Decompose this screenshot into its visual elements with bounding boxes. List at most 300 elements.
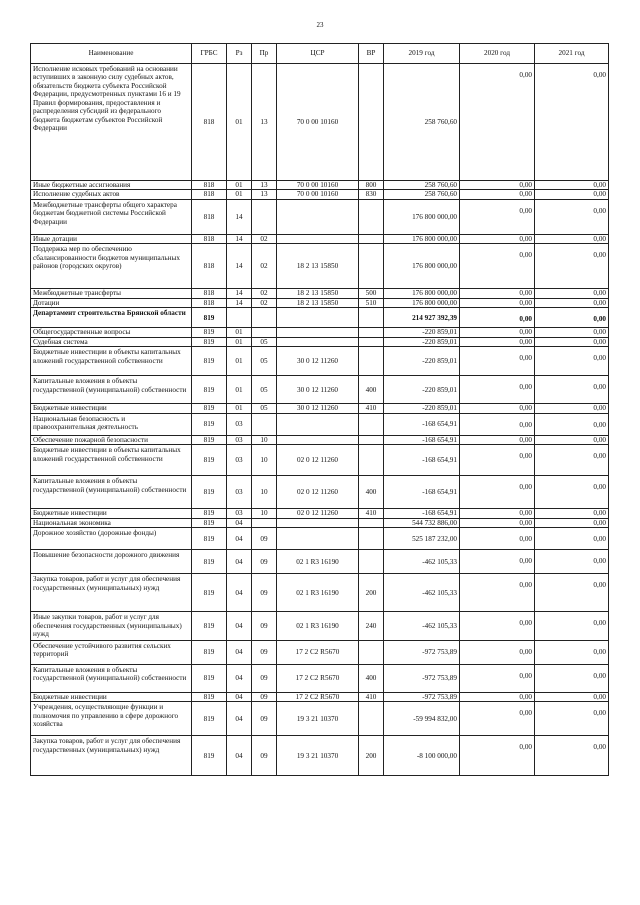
- row-rz: 14: [227, 289, 252, 298]
- row-csr: 30 0 12 11260: [277, 376, 359, 404]
- row-2020: 0,00: [460, 199, 535, 234]
- row-csr: [277, 328, 359, 337]
- table-row: [31, 518, 609, 527]
- table-row: [31, 413, 609, 435]
- row-2019: -462 105,33: [384, 574, 460, 612]
- row-csr: 30 0 12 11260: [277, 347, 359, 376]
- table-row: [31, 550, 609, 574]
- row-rz: 01: [227, 337, 252, 346]
- table-row: [31, 298, 609, 307]
- row-pr: 10: [252, 435, 277, 444]
- row-grbs: 819: [192, 692, 227, 701]
- row-pr: 09: [252, 640, 277, 664]
- row-pr: 05: [252, 404, 277, 413]
- row-2019: 176 800 000,00: [384, 234, 460, 243]
- table-row: [31, 328, 609, 337]
- row-2019: -220 859,01: [384, 328, 460, 337]
- row-2019: -220 859,01: [384, 404, 460, 413]
- row-rz: 03: [227, 509, 252, 518]
- row-vr: [359, 199, 384, 234]
- table-row: [31, 181, 609, 190]
- row-rz: 14: [227, 199, 252, 234]
- row-pr: 13: [252, 190, 277, 199]
- row-csr: [277, 199, 359, 234]
- row-grbs: 819: [192, 702, 227, 736]
- table-row: [31, 289, 609, 298]
- row-2021: 0,00: [535, 199, 609, 234]
- table-row: [31, 664, 609, 692]
- row-2019: -462 105,33: [384, 612, 460, 640]
- row-2021: 0,00: [535, 435, 609, 444]
- row-grbs: 819: [192, 509, 227, 518]
- row-2020: 0,00: [460, 289, 535, 298]
- row-2021: 0,00: [535, 445, 609, 476]
- row-rz: 03: [227, 445, 252, 476]
- row-grbs: 819: [192, 476, 227, 509]
- row-grbs: 819: [192, 736, 227, 776]
- row-2021: 0,00: [535, 518, 609, 527]
- row-name: Капитальные вложения в объекты государственной (муниципальной) собственности: [31, 476, 192, 509]
- row-2020: 0,00: [460, 518, 535, 527]
- row-2019: -168 654,91: [384, 509, 460, 518]
- row-2020: 0,00: [460, 692, 535, 701]
- row-pr: [252, 328, 277, 337]
- row-grbs: 819: [192, 376, 227, 404]
- table-row: [31, 347, 609, 376]
- row-grbs: 819: [192, 640, 227, 664]
- row-2021: 0,00: [535, 702, 609, 736]
- row-2020: 0,00: [460, 244, 535, 289]
- row-vr: 410: [359, 509, 384, 518]
- row-2019: -8 100 000,00: [384, 736, 460, 776]
- row-csr: [277, 337, 359, 346]
- row-2021: 0,00: [535, 308, 609, 328]
- row-2021: 0,00: [535, 612, 609, 640]
- row-grbs: 819: [192, 528, 227, 550]
- row-rz: 04: [227, 664, 252, 692]
- row-name: Иные бюджетные ассигнования: [31, 181, 192, 190]
- row-pr: 09: [252, 612, 277, 640]
- row-2020: 0,00: [460, 298, 535, 307]
- row-2019: 176 800 000,00: [384, 199, 460, 234]
- row-vr: [359, 328, 384, 337]
- row-2019: -59 994 832,00: [384, 702, 460, 736]
- row-name: Закупка товаров, работ и услуг для обеспечения государственных (муниципальных) нужд: [31, 736, 192, 776]
- row-2019: 258 760,60: [384, 64, 460, 181]
- row-pr: 02: [252, 289, 277, 298]
- table-row: [31, 640, 609, 664]
- row-2020: 0,00: [460, 476, 535, 509]
- row-rz: 04: [227, 612, 252, 640]
- row-pr: 09: [252, 692, 277, 701]
- row-name: Иные дотации: [31, 234, 192, 243]
- row-name: Исполнение исковых требований на основании вступивших в законную силу судебных актов, обязательств бюджета субъекта Российской Федерации, предусмотренных пунктами 16 и 19 Правил формирования, предоставления и распределения субсидий из федерального бюджета бюджетам субъектов Российской Федерации: [31, 64, 192, 181]
- row-2020: 0,00: [460, 376, 535, 404]
- row-csr: 02 0 12 11260: [277, 476, 359, 509]
- row-2020: 0,00: [460, 347, 535, 376]
- row-2019: -220 859,01: [384, 376, 460, 404]
- header-2020: 2020 год: [460, 44, 535, 64]
- table-row: [31, 199, 609, 234]
- row-name: Капитальные вложения в объекты государственной (муниципальной) собственности: [31, 376, 192, 404]
- row-csr: 17 2 C2 R5670: [277, 640, 359, 664]
- row-2020: 0,00: [460, 413, 535, 435]
- row-2020: 0,00: [460, 640, 535, 664]
- row-vr: [359, 234, 384, 243]
- row-csr: 02 1 R3 16190: [277, 612, 359, 640]
- row-pr: 09: [252, 574, 277, 612]
- row-vr: 200: [359, 736, 384, 776]
- row-vr: 410: [359, 692, 384, 701]
- page-number: 23: [316, 21, 324, 29]
- row-2019: 525 187 232,00: [384, 528, 460, 550]
- row-vr: 240: [359, 612, 384, 640]
- row-name: Департамент строительства Брянской области: [31, 308, 192, 328]
- row-rz: 04: [227, 736, 252, 776]
- row-2019: -168 654,91: [384, 413, 460, 435]
- row-csr: 02 0 12 11260: [277, 445, 359, 476]
- row-name: Обеспечение пожарной безопасности: [31, 435, 192, 444]
- row-csr: 70 0 00 10160: [277, 64, 359, 181]
- row-name: Исполнение судебных актов: [31, 190, 192, 199]
- row-2019: 176 800 000,00: [384, 244, 460, 289]
- row-2020: 0,00: [460, 181, 535, 190]
- row-2019: -220 859,01: [384, 337, 460, 346]
- row-grbs: 819: [192, 612, 227, 640]
- row-grbs: 818: [192, 244, 227, 289]
- row-pr: [252, 413, 277, 435]
- row-rz: 14: [227, 298, 252, 307]
- row-2019: -972 753,89: [384, 664, 460, 692]
- row-2020: 0,00: [460, 190, 535, 199]
- row-2021: 0,00: [535, 376, 609, 404]
- row-2021: 0,00: [535, 640, 609, 664]
- row-name: Национальная экономика: [31, 518, 192, 527]
- row-vr: [359, 337, 384, 346]
- row-vr: [359, 244, 384, 289]
- row-2021: 0,00: [535, 509, 609, 518]
- row-2019: -168 654,91: [384, 445, 460, 476]
- row-rz: 03: [227, 413, 252, 435]
- row-2019: 214 927 392,39: [384, 308, 460, 328]
- row-csr: 19 3 21 10370: [277, 702, 359, 736]
- table-row: [31, 612, 609, 640]
- row-2019: -972 753,89: [384, 640, 460, 664]
- row-csr: 18 2 13 15850: [277, 298, 359, 307]
- row-grbs: 819: [192, 337, 227, 346]
- row-csr: [277, 308, 359, 328]
- row-2021: 0,00: [535, 190, 609, 199]
- row-rz: 04: [227, 574, 252, 612]
- row-rz: 01: [227, 190, 252, 199]
- row-pr: 10: [252, 509, 277, 518]
- row-grbs: 819: [192, 664, 227, 692]
- row-2020: 0,00: [460, 445, 535, 476]
- row-2019: -168 654,91: [384, 435, 460, 444]
- row-name: Закупка товаров, работ и услуг для обеспечения государственных (муниципальных) нужд: [31, 574, 192, 612]
- row-2020: 0,00: [460, 528, 535, 550]
- row-2021: 0,00: [535, 298, 609, 307]
- row-2020: 0,00: [460, 664, 535, 692]
- table-row: [31, 445, 609, 476]
- header-2019: 2019 год: [384, 44, 460, 64]
- row-grbs: 818: [192, 64, 227, 181]
- row-grbs: 819: [192, 404, 227, 413]
- table-row: [31, 736, 609, 776]
- row-grbs: 818: [192, 298, 227, 307]
- header-rz: Рз: [227, 44, 252, 64]
- row-2021: 0,00: [535, 736, 609, 776]
- table-row: [31, 190, 609, 199]
- row-csr: 17 2 C2 R5670: [277, 664, 359, 692]
- row-name: Учреждения, осуществляющие функции и полномочия по управлению в сфере дорожного хозяйства: [31, 702, 192, 736]
- table-row: [31, 244, 609, 289]
- row-vr: [359, 528, 384, 550]
- row-name: Бюджетные инвестиции в объекты капитальных вложений государственной собственности: [31, 445, 192, 476]
- row-2020: 0,00: [460, 509, 535, 518]
- row-2020: 0,00: [460, 337, 535, 346]
- row-2020: 0,00: [460, 308, 535, 328]
- row-2021: 0,00: [535, 328, 609, 337]
- row-grbs: 818: [192, 199, 227, 234]
- row-rz: 03: [227, 435, 252, 444]
- row-pr: 09: [252, 664, 277, 692]
- row-name: Капитальные вложения в объекты государственной (муниципальной) собственности: [31, 664, 192, 692]
- row-2020: 0,00: [460, 328, 535, 337]
- row-vr: [359, 445, 384, 476]
- row-rz: 04: [227, 640, 252, 664]
- row-vr: [359, 435, 384, 444]
- row-2020: 0,00: [460, 550, 535, 574]
- row-name: Дотации: [31, 298, 192, 307]
- table-row: [31, 509, 609, 518]
- row-rz: 01: [227, 347, 252, 376]
- row-2021: 0,00: [535, 181, 609, 190]
- row-2020: 0,00: [460, 574, 535, 612]
- header-name: Наименование: [31, 44, 192, 64]
- table-row: [31, 308, 609, 328]
- row-grbs: 818: [192, 190, 227, 199]
- row-vr: 500: [359, 289, 384, 298]
- row-csr: [277, 518, 359, 527]
- row-name: Поддержка мер по обеспечению сбалансированности бюджетов муниципальных районов (городских округов): [31, 244, 192, 289]
- row-rz: 03: [227, 476, 252, 509]
- row-vr: 830: [359, 190, 384, 199]
- row-grbs: 818: [192, 289, 227, 298]
- row-csr: 17 2 C2 R5670: [277, 692, 359, 701]
- row-2021: 0,00: [535, 664, 609, 692]
- row-grbs: 818: [192, 181, 227, 190]
- table-row: [31, 692, 609, 701]
- row-csr: 19 3 21 10370: [277, 736, 359, 776]
- header-csr: ЦСР: [277, 44, 359, 64]
- row-csr: [277, 528, 359, 550]
- row-csr: 70 0 00 10160: [277, 190, 359, 199]
- row-grbs: 819: [192, 445, 227, 476]
- row-vr: 510: [359, 298, 384, 307]
- row-grbs: 819: [192, 308, 227, 328]
- row-grbs: 819: [192, 574, 227, 612]
- row-2021: 0,00: [535, 413, 609, 435]
- row-name: Национальная безопасность и правоохранительная деятельность: [31, 413, 192, 435]
- row-grbs: 819: [192, 413, 227, 435]
- row-pr: 05: [252, 376, 277, 404]
- row-pr: [252, 199, 277, 234]
- row-grbs: 819: [192, 550, 227, 574]
- row-name: Иные закупки товаров, работ и услуг для обеспечения государственных (муниципальных) нужд: [31, 612, 192, 640]
- row-pr: 09: [252, 702, 277, 736]
- row-2020: 0,00: [460, 234, 535, 243]
- row-csr: 18 2 13 15850: [277, 244, 359, 289]
- row-pr: 02: [252, 244, 277, 289]
- row-grbs: 819: [192, 518, 227, 527]
- row-2021: 0,00: [535, 404, 609, 413]
- row-2019: 176 800 000,00: [384, 298, 460, 307]
- row-pr: 13: [252, 181, 277, 190]
- row-csr: 02 1 R3 16190: [277, 574, 359, 612]
- row-2019: 176 800 000,00: [384, 289, 460, 298]
- row-vr: [359, 640, 384, 664]
- row-csr: 02 0 12 11260: [277, 509, 359, 518]
- row-vr: [359, 518, 384, 527]
- table-body: [31, 64, 609, 776]
- row-rz: 01: [227, 404, 252, 413]
- row-2021: 0,00: [535, 64, 609, 181]
- row-name: Дорожное хозяйство (дорожные фонды): [31, 528, 192, 550]
- row-csr: 70 0 00 10160: [277, 181, 359, 190]
- row-vr: [359, 64, 384, 181]
- row-pr: 09: [252, 550, 277, 574]
- row-csr: 02 1 R3 16190: [277, 550, 359, 574]
- row-2021: 0,00: [535, 337, 609, 346]
- row-rz: 14: [227, 234, 252, 243]
- table-row: [31, 234, 609, 243]
- row-csr: 18 2 13 15850: [277, 289, 359, 298]
- row-2020: 0,00: [460, 702, 535, 736]
- row-2019: 258 760,60: [384, 190, 460, 199]
- table-row: [31, 404, 609, 413]
- table-row: [31, 702, 609, 736]
- row-name: Повышение безопасности дорожного движения: [31, 550, 192, 574]
- row-csr: 30 0 12 11260: [277, 404, 359, 413]
- row-vr: [359, 550, 384, 574]
- row-name: Судебная система: [31, 337, 192, 346]
- row-rz: 04: [227, 692, 252, 701]
- row-2020: 0,00: [460, 64, 535, 181]
- row-pr: 05: [252, 337, 277, 346]
- row-2020: 0,00: [460, 612, 535, 640]
- row-vr: 400: [359, 664, 384, 692]
- row-2021: 0,00: [535, 347, 609, 376]
- row-2021: 0,00: [535, 244, 609, 289]
- row-name: Межбюджетные трансферты: [31, 289, 192, 298]
- row-rz: 01: [227, 181, 252, 190]
- row-2021: 0,00: [535, 234, 609, 243]
- row-vr: 200: [359, 574, 384, 612]
- row-name: Бюджетные инвестиции: [31, 692, 192, 701]
- row-2021: 0,00: [535, 550, 609, 574]
- row-name: Бюджетные инвестиции в объекты капитальных вложений государственной собственности: [31, 347, 192, 376]
- row-rz: 01: [227, 64, 252, 181]
- row-2019: 544 732 886,00: [384, 518, 460, 527]
- row-pr: 09: [252, 736, 277, 776]
- row-vr: 800: [359, 181, 384, 190]
- row-rz: 14: [227, 244, 252, 289]
- row-2021: 0,00: [535, 528, 609, 550]
- row-2019: -972 753,89: [384, 692, 460, 701]
- row-2020: 0,00: [460, 404, 535, 413]
- header-grbs: ГРБС: [192, 44, 227, 64]
- row-pr: 10: [252, 445, 277, 476]
- row-vr: 400: [359, 476, 384, 509]
- row-rz: 04: [227, 702, 252, 736]
- table-row: [31, 476, 609, 509]
- row-name: Бюджетные инвестиции: [31, 509, 192, 518]
- row-rz: 04: [227, 550, 252, 574]
- row-pr: 09: [252, 528, 277, 550]
- row-rz: 01: [227, 376, 252, 404]
- table-row: [31, 64, 609, 181]
- row-vr: 410: [359, 404, 384, 413]
- row-grbs: 819: [192, 328, 227, 337]
- row-csr: [277, 435, 359, 444]
- row-2020: 0,00: [460, 736, 535, 776]
- row-rz: 04: [227, 528, 252, 550]
- header-vr: ВР: [359, 44, 384, 64]
- row-2021: 0,00: [535, 574, 609, 612]
- row-pr: 02: [252, 298, 277, 307]
- row-vr: [359, 347, 384, 376]
- header-pr: Пр: [252, 44, 277, 64]
- row-pr: [252, 308, 277, 328]
- row-2019: -168 654,91: [384, 476, 460, 509]
- row-pr: 10: [252, 476, 277, 509]
- row-2021: 0,00: [535, 692, 609, 701]
- row-2019: -462 105,33: [384, 550, 460, 574]
- row-vr: [359, 413, 384, 435]
- row-2021: 0,00: [535, 476, 609, 509]
- row-name: Общегосударственные вопросы: [31, 328, 192, 337]
- header-2021: 2021 год: [535, 44, 609, 64]
- row-grbs: 819: [192, 347, 227, 376]
- table-row: [31, 574, 609, 612]
- row-csr: [277, 413, 359, 435]
- row-vr: 400: [359, 376, 384, 404]
- row-2021: 0,00: [535, 289, 609, 298]
- row-vr: [359, 308, 384, 328]
- table-row: [31, 376, 609, 404]
- row-pr: [252, 518, 277, 527]
- row-pr: 02: [252, 234, 277, 243]
- row-2019: 258 760,60: [384, 181, 460, 190]
- row-name: Межбюджетные трансферты общего характера бюджетам бюджетной системы Российской Федерации: [31, 199, 192, 234]
- budget-table: [30, 43, 609, 776]
- table-header-row: [31, 44, 609, 64]
- row-pr: 13: [252, 64, 277, 181]
- row-rz: 01: [227, 328, 252, 337]
- row-rz: 04: [227, 518, 252, 527]
- row-name: Обеспечение устойчивого развития сельских территорий: [31, 640, 192, 664]
- row-csr: [277, 234, 359, 243]
- table-row: [31, 337, 609, 346]
- row-grbs: 818: [192, 234, 227, 243]
- row-rz: [227, 308, 252, 328]
- table-row: [31, 528, 609, 550]
- row-2020: 0,00: [460, 435, 535, 444]
- row-grbs: 819: [192, 435, 227, 444]
- row-pr: 05: [252, 347, 277, 376]
- row-2019: -220 859,01: [384, 347, 460, 376]
